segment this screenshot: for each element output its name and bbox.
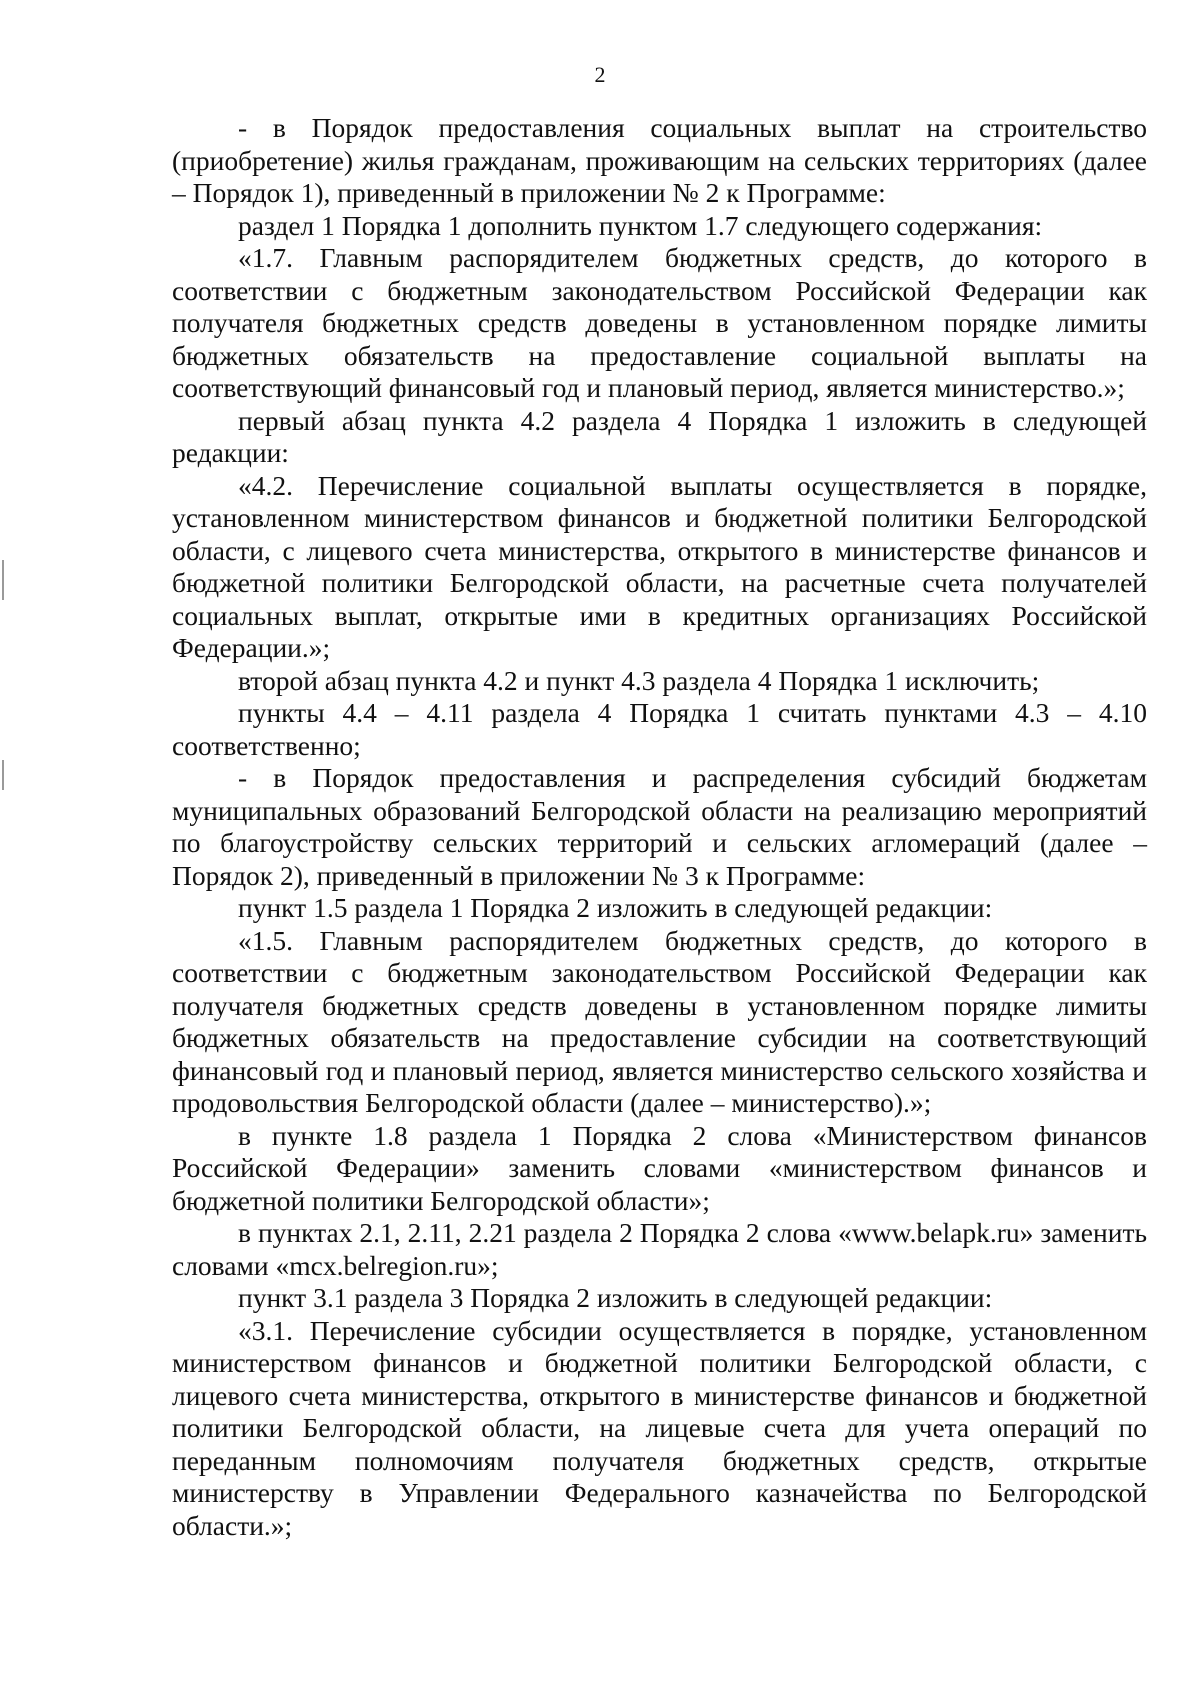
paragraph-add-point-1-7: раздел 1 Порядка 1 дополнить пунктом 1.7 следующего содержания:	[238, 209, 1043, 241]
document-body	[172, 112, 1147, 1542]
paragraph-point-3-1-intro: пункт 3.1 раздела 3 Порядка 2 изложить в следующей редакции:	[238, 1282, 993, 1313]
paragraph-amend-order-1: - в Порядок предоставления социальных выплат на строительство (приобретение) жилья гражданам, проживающим на сельских территориях (далее – Порядок 1), приведенный в приложении № 2 к Программе:	[172, 112, 1147, 208]
paragraph-renumber-points: пункты 4.4 – 4.11 раздела 4 Порядка 1 считать пунктами 4.3 – 4.10 соответственно;	[172, 697, 1147, 761]
paragraph-point-1-7-text: «1.7. Главным распорядителем бюджетных средств, до которого в соответствии с бюджетным законодательством Российской Федерации как получателя бюджетных средств доведены в установленном порядке лимиты бюджетных обязательств на предоставление социальной выплаты на соответствующий финансовый год и плановый период, является министерство.»;	[172, 242, 1147, 403]
paragraph-point-3-1-text: «3.1. Перечисление субсидии осуществляется в порядке, установленном министерством финансов и бюджетной политики Белгородской области, с лицевого счета министерства, открытого в министерстве финансов и бюджетной политики Белгородской области, на лицевые счета для учета операций по переданным полномочиям получателя бюджетных средств, открытые министерству в Управлении Федерального казначейства по Белгородской области.»;	[172, 1314, 1147, 1541]
paragraph-amend-order-2: - в Порядок предоставления и распределения субсидий бюджетам муниципальных образований Белгородской области на реализацию мероприятий по благоустройству сельских территорий и сельских агломераций (далее – Порядок 2), приведенный в приложении № 3 к Программе:	[172, 762, 1147, 891]
paragraph-exclude-4-3: второй абзац пункта 4.2 и пункт 4.3 раздела 4 Порядка 1 исключить;	[238, 664, 1040, 696]
paragraph-point-1-5-intro: пункт 1.5 раздела 1 Порядка 2 изложить в следующей редакции:	[238, 892, 993, 923]
paragraph-point-4-2-text: «4.2. Перечисление социальной выплаты осуществляется в порядке, установленном министерством финансов и бюджетной политики Белгородской области, с лицевого счета министерства, открытого в министерстве финансов и бюджетной политики Белгородской области, на расчетные счета получателей социальных выплат, открытые ими в кредитных организациях Российской Федерации.»;	[172, 469, 1147, 663]
paragraph-point-4-2-intro: первый абзац пункта 4.2 раздела 4 Порядка 1 изложить в следующей редакции:	[172, 404, 1147, 468]
scan-artifact-left-lower	[2, 760, 4, 790]
paragraph-point-1-8-words: в пункте 1.8 раздела 1 Порядка 2 слова «Министерством финансов Российской Федерации» заменить словами «министерством финансов и бюджетной политики Белгородской области»;	[172, 1119, 1147, 1216]
paragraph-website-replace: в пунктах 2.1, 2.11, 2.21 раздела 2 Порядка 2 слова «www.belapk.ru» заменить словами «mcx.belregion.ru»;	[172, 1217, 1147, 1281]
scan-artifact-left	[2, 560, 4, 600]
paragraph-point-1-5-text: «1.5. Главным распорядителем бюджетных средств, до которого в соответствии с бюджетным законодательством Российской Федерации как получателя бюджетных средств доведены в установленном порядке лимиты бюджетных обязательств на предоставление субсидии на соответствующий финансовый год и плановый период, является министерство сельского хозяйства и продовольствия Белгородской области (далее – министерство).»;	[172, 924, 1147, 1118]
page-number: 2	[594, 62, 606, 87]
